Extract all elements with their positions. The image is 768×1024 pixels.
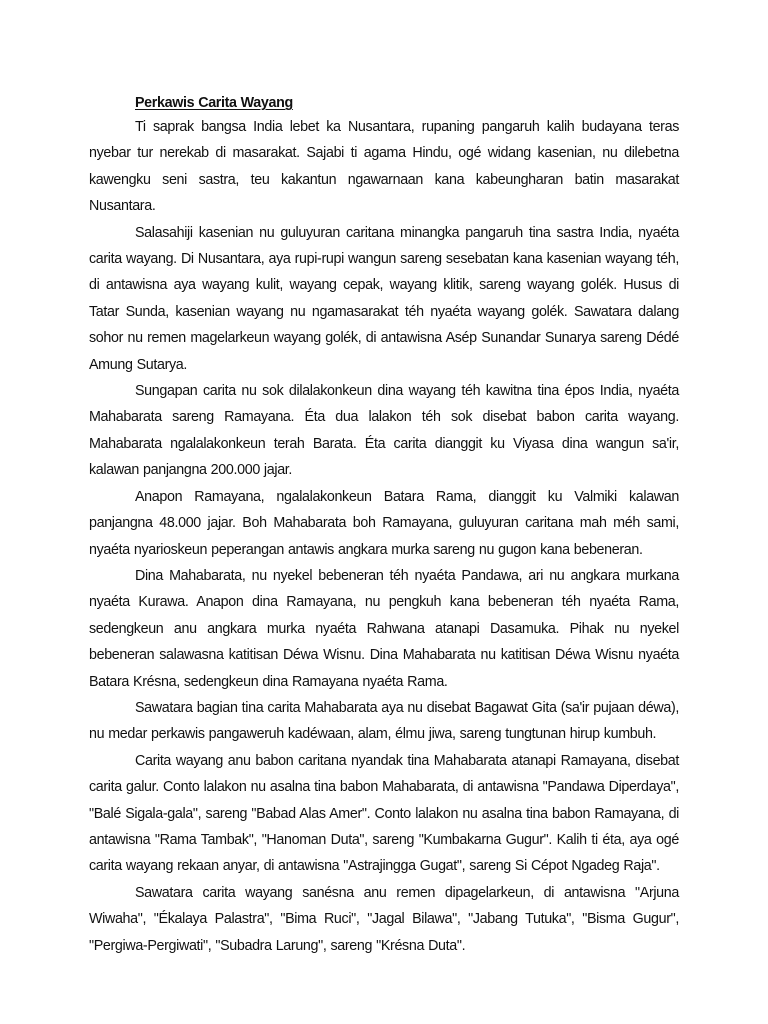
document-title: Perkawis Carita Wayang	[135, 95, 293, 111]
paragraph-8: Sawatara carita wayang sanésna anu remen dipagelarkeun, di antawisna "Arjuna Wiwaha", "Ékalaya Palastra", "Bima Ruci", "Jagal Bilawa", "Jabang Tutuka", "Bisma Gugur", "Pergiwa-Pergiwati", "Subadra Larung", sareng "Krésna Duta".	[89, 884, 679, 954]
paragraph-5: Dina Mahabarata, nu nyekel bebeneran téh nyaéta Pandawa, ari nu angkara murkana nyaéta Kurawa. Anapon dina Ramayana, nu pengkuh kana bebeneran téh nyaéta Rama, sedengkeun anu angkara murka nyaéta Rahwana atanapi Dasamuka. Pihak nu nyekel bebeneran salawasna katitisan Déwa Wisnu. Dina Mahabarata nu katitisan Déwa Wisnu nyaéta Batara Krésna, sedengkeun dina Ramayana nyaéta Rama.	[89, 567, 679, 690]
paragraph-7: Carita wayang anu babon caritana nyandak tina Mahabarata atanapi Ramayana, disebat carita galur. Conto lalakon nu asalna tina babon Mahabarata, di antawisna "Pandawa Diperdaya", "Balé Sigala-gala", sareng "Babad Alas Amer". Conto lalakon nu asalna tina babon Ramayana, di antawisna "Rama Tambak", "Hanoman Duta", sareng "Kumbakarna Gugur". Kalih ti éta, aya ogé carita wayang rekaan anyar, di antawisna "Astrajingga Gugat", sareng Si Cépot Ngadeg Raja".	[89, 752, 679, 875]
paragraph-2: Salasahiji kasenian nu guluyuran caritana minangka pangaruh tina sastra India, nyaéta carita wayang. Di Nusantara, aya rupi-rupi wangun sareng sesebatan kana kasenian wayang téh, di antawisna aya wayang kulit, wayang cepak, wayang klitik, sareng wayang golék. Husus di Tatar Sunda, kasenian wayang nu ngamasarakat téh nyaéta wayang golék. Sawatara dalang sohor nu remen magelarkeun wayang golék, di antawisna Asép Sunandar Sunarya sareng Dédé Amung Sutarya.	[89, 224, 679, 373]
paragraph-3: Sungapan carita nu sok dilalakonkeun dina wayang téh kawitna tina épos India, nyaéta Mahabarata sareng Ramayana. Éta dua lalakon téh sok disebat babon carita wayang. Mahabarata ngalalakonkeun terah Barata. Éta carita dianggit ku Viyasa dina wangun sa'ir, kalawan panjangna 200.000 jajar.	[89, 383, 679, 479]
document-body	[89, 92, 679, 959]
paragraph-1: Ti saprak bangsa India lebet ka Nusantara, rupaning pangaruh kalih budayana teras nyebar tur nerekab di masarakat. Sajabi ti agama Hindu, ogé widang kasenian, nu dilebetna kawengku seni sastra, teu kakantun ngawarnaan kana kabeungharan batin masarakat Nusantara.	[89, 119, 679, 215]
paragraph-4: Anapon Ramayana, ngalalakonkeun Batara Rama, dianggit ku Valmiki kalawan panjangna 48.000 jajar. Boh Mahabarata boh Ramayana, guluyuran caritana mah méh sami, nyaéta nyarioskeun peperangan antawis angkara murka sareng nu gugon kana bebeneran.	[89, 488, 679, 558]
paragraph-6: Sawatara bagian tina carita Mahabarata aya nu disebat Bagawat Gita (sa'ir pujaan déwa), nu medar perkawis pangaweruh kadéwaan, alam, élmu jiwa, sareng tungtunan hirup kumbuh.	[89, 699, 679, 743]
